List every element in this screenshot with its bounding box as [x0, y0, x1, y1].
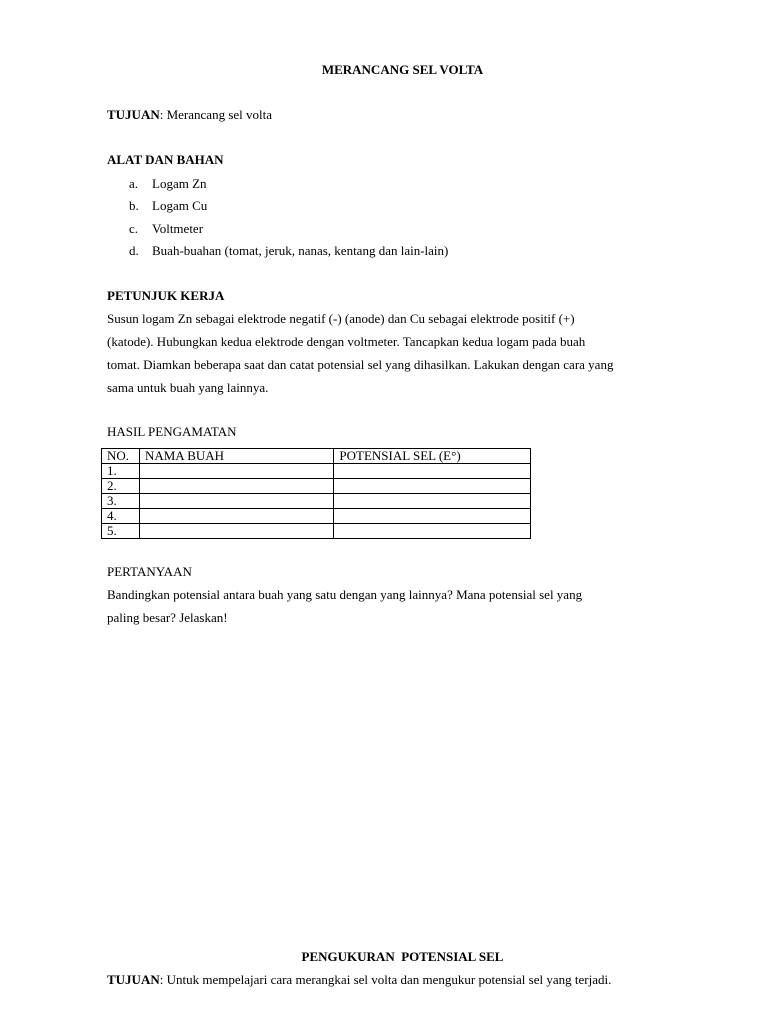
- section2-title: PENGUKURAN POTENSIAL SEL: [301, 949, 504, 964]
- table-row: [102, 479, 531, 494]
- table-cell: [139, 494, 333, 509]
- table-row: [102, 464, 531, 479]
- table-cell: [139, 509, 333, 524]
- table-cell: [334, 524, 531, 539]
- paragraph-line: (katode). Hubungkan kedua elektrode dengan voltmeter. Tancapkan kedua logam pada buah: [107, 334, 586, 349]
- list-item-text: Logam Cu: [152, 198, 208, 213]
- table-row: [102, 509, 531, 524]
- tujuan-text: : Merancang sel volta: [159, 107, 272, 122]
- list-marker: a.: [129, 176, 139, 191]
- column-header-nama-buah: NAMA BUAH: [139, 449, 333, 464]
- tujuan-line: [107, 108, 272, 121]
- page-title: MERANCANG SEL VOLTA: [321, 62, 484, 77]
- table-header-row: [102, 449, 531, 464]
- hasil-heading: HASIL PENGAMATAN: [107, 424, 237, 439]
- table-cell: 3.: [102, 494, 140, 509]
- list-item-text: Buah-buahan (tomat, jeruk, nanas, kentang dan lain-lain): [152, 243, 449, 258]
- list-item-text: Logam Zn: [152, 176, 207, 191]
- alat-bahan-heading: ALAT DAN BAHAN: [107, 152, 224, 167]
- list-marker: b.: [129, 198, 139, 213]
- paragraph-line: sama untuk buah yang lainnya.: [107, 380, 269, 395]
- list-marker: d.: [129, 243, 139, 258]
- section2-tujuan-text: : Untuk mempelajari cara merangkai sel volta dan mengukur potensial sel yang terjadi.: [159, 972, 612, 987]
- table-cell: 2.: [102, 479, 140, 494]
- table-cell: [139, 479, 333, 494]
- table-cell: [139, 464, 333, 479]
- column-header-no: NO.: [102, 449, 140, 464]
- list-item-text: Voltmeter: [152, 221, 204, 236]
- table-row: [102, 494, 531, 509]
- table-cell: [334, 479, 531, 494]
- paragraph-line: Bandingkan potensial antara buah yang satu dengan yang lainnya? Mana potensial sel yang: [107, 587, 583, 602]
- table-cell: 1.: [102, 464, 140, 479]
- table-cell: 5.: [102, 524, 140, 539]
- list-marker: c.: [129, 221, 139, 236]
- pertanyaan-heading: PERTANYAAN: [107, 564, 192, 579]
- tujuan-label: TUJUAN: [107, 107, 160, 122]
- observation-table: [101, 448, 531, 539]
- table-cell: 4.: [102, 509, 140, 524]
- section2-tujuan-line: [107, 973, 611, 986]
- table-cell: [334, 494, 531, 509]
- table-cell: [139, 524, 333, 539]
- table-row: [102, 524, 531, 539]
- paragraph-line: tomat. Diamkan beberapa saat dan catat potensial sel yang dihasilkan. Lakukan dengan cara yang: [107, 357, 614, 372]
- section2-tujuan-label: TUJUAN: [107, 972, 160, 987]
- column-header-potensial: POTENSIAL SEL (E°): [334, 449, 531, 464]
- paragraph-line: Susun logam Zn sebagai elektrode negatif (-) (anode) dan Cu sebagai elektrode positif (+): [107, 311, 575, 326]
- table-cell: [334, 509, 531, 524]
- table-cell: [334, 464, 531, 479]
- petunjuk-heading: PETUNJUK KERJA: [107, 288, 225, 303]
- paragraph-line: paling besar? Jelaskan!: [107, 610, 228, 625]
